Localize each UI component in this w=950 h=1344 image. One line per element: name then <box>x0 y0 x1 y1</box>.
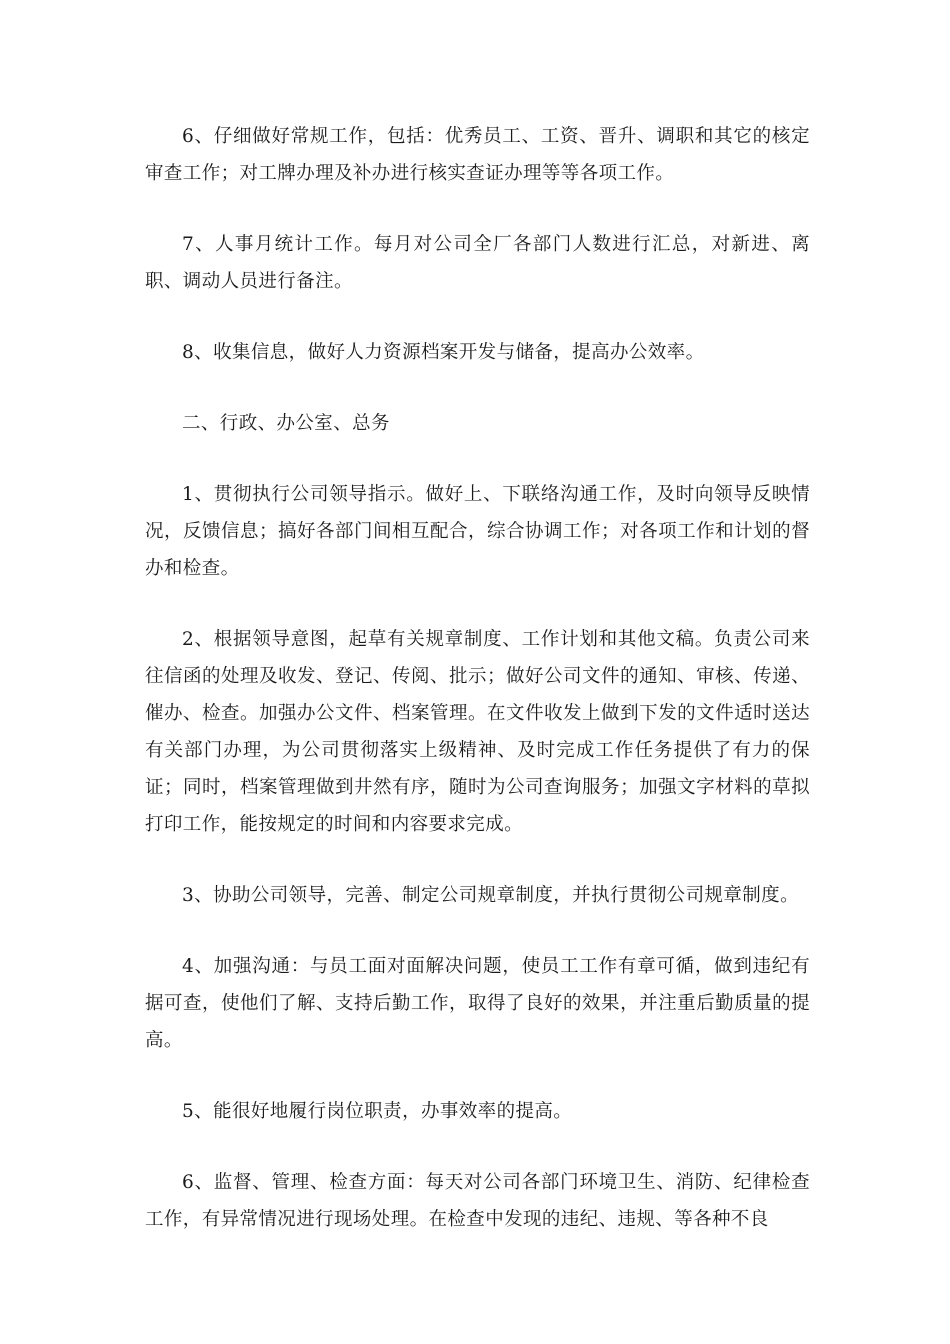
paragraph-hr-item-7: 7、人事月统计工作。每月对公司全厂各部门人数进行汇总，对新进、离职、调动人员进行备注。 <box>145 234 810 292</box>
paragraph-hr-item-6: 6、仔细做好常规工作，包括：优秀员工、工资、晋升、调职和其它的核定审查工作；对工牌办理及补办进行核实查证办理等等各项工作。 <box>145 126 810 184</box>
paragraph-hr-item-8: 8、收集信息，做好人力资源档案开发与储备，提高办公效率。 <box>182 342 705 363</box>
paragraph-admin-item-5: 5、能很好地履行岗位职责，办事效率的提高。 <box>182 1101 573 1122</box>
paragraph-admin-item-3: 3、协助公司领导，完善、制定公司规章制度，并执行贯彻公司规章制度。 <box>182 885 799 906</box>
section-heading-admin: 二、行政、办公室、总务 <box>182 413 390 434</box>
paragraph-admin-item-2: 2、根据领导意图，起草有关规章制度、工作计划和其他文稿。负责公司来往信函的处理及收发、登记、传阅、批示；做好公司文件的通知、审核、传递、催办、检查。加强办公文件、档案管理。在文件收发上做到下发的文件适时送达有关部门办理，为公司贯彻落实上级精神、及时完成工作任务提供了有力的保证；同时，档案管理做到井然有序，随时为公司查询服务；加强文字材料的草拟打印工作，能按规定的时间和内容要求完成。 <box>145 629 810 835</box>
paragraph-admin-item-6: 6、监督、管理、检查方面：每天对公司各部门环境卫生、消防、纪律检查工作，有异常情况进行现场处理。在检查中发现的违纪、违规、等各种不良 <box>145 1172 810 1230</box>
paragraph-admin-item-4: 4、加强沟通：与员工面对面解决问题，使员工工作有章可循，做到违纪有据可查，使他们了解、支持后勤工作，取得了良好的效果，并注重后勤质量的提高。 <box>145 956 810 1051</box>
document-body <box>145 118 810 1272</box>
paragraph-admin-item-1: 1、贯彻执行公司领导指示。做好上、下联络沟通工作，及时向领导反映情况，反馈信息；搞好各部门间相互配合，综合协调工作；对各项工作和计划的督办和检查。 <box>145 484 810 579</box>
